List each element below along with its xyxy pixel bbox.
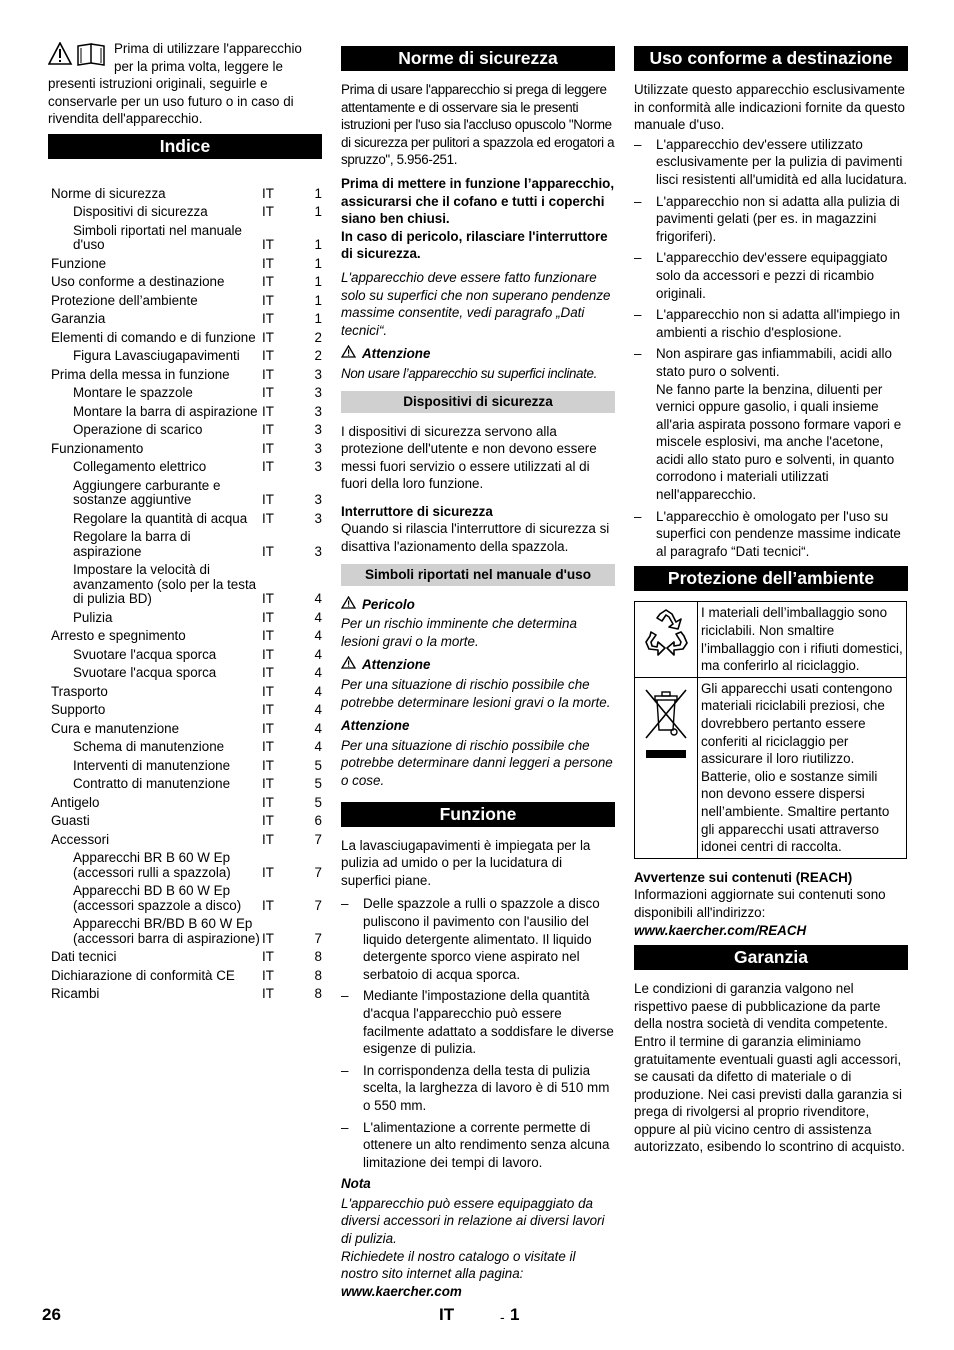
toc-entry-lang: IT [262, 949, 274, 965]
toc-entry[interactable] [51, 648, 322, 663]
warning-label: Attenzione [362, 346, 431, 362]
toc-entry-page: 3 [314, 385, 322, 401]
toc-entry-title: Svuotare l'acqua sporca [73, 666, 217, 681]
attenzione-label: Attenzione [362, 657, 431, 673]
attenzione-heading [341, 656, 615, 674]
toc-entry-page: 4 [314, 739, 322, 755]
warning-text: Non usare l’apparecchio su superfici inclinate. [341, 365, 597, 381]
toc-entry-page: 5 [314, 757, 322, 773]
toc-entry[interactable] [51, 386, 322, 401]
toc-entry-title: Accessori [51, 832, 110, 847]
toc-entry-title: Svuotare l'acqua sporca [73, 647, 217, 662]
toc-entry-page: 4 [314, 702, 322, 718]
toc-entry[interactable] [51, 629, 322, 644]
footer-lang: IT [439, 1305, 455, 1324]
toc-entry-page: 4 [314, 609, 322, 625]
reach-url[interactable]: www.kaercher.com/REACH [634, 922, 807, 938]
toc-entry-title: Impostare la velocità di avanzamento (solo per la testa di pulizia BD) [73, 563, 257, 607]
toc-entry-lang: IT [262, 185, 274, 201]
toc-entry-title: Guasti [51, 814, 90, 829]
nota-text-1: L'apparecchio può essere equipaggiato da diversi accessori in relazione ai diversi lavori di pulizia. [341, 1195, 605, 1247]
toc-entry-lang: IT [262, 403, 274, 419]
toc-entry-lang: IT [262, 385, 274, 401]
list-item: – In corrispondenza della testa di pulizia scelta, la larghezza di lavoro è di 510 mm o 550 mm. [341, 1062, 615, 1115]
toc-entry-page: 8 [314, 967, 322, 983]
toc-entry[interactable] [51, 312, 322, 327]
table-of-contents [48, 187, 322, 1002]
toc-entry-page: 3 [314, 459, 322, 475]
toc-entry-lang: IT [262, 813, 274, 829]
toc-entry[interactable] [51, 611, 322, 626]
toc-entry-page: 2 [314, 329, 322, 345]
toc-entry-page: 3 [314, 422, 322, 438]
list-item: – L'apparecchio non si adatta all'impiego in ambienti a rischio d'esplosione. [634, 306, 908, 341]
toc-entry-lang: IT [262, 348, 274, 364]
norme-bold-2: In caso di pericolo, rilasciare l'interruttore di sicurezza. [341, 228, 608, 262]
interruttore-text: Quando si rilascia l'interruttore di sicurezza si disattiva l'azionamento della spazzola. [341, 521, 610, 555]
toc-entry[interactable] [51, 703, 322, 718]
attenzione-text: Per una situazione di rischio possibile che potrebbe determinare lesioni gravi o la morte. [341, 677, 611, 710]
toc-entry[interactable] [51, 405, 322, 420]
uso-intro: Utilizzate questo apparecchio esclusivamente in conformità alle indicazioni fornite da questo manuale d'uso. [634, 82, 905, 133]
toc-entry-title: Cura e manutenzione [51, 721, 180, 736]
toc-entry-lang: IT [262, 986, 274, 1002]
toc-entry[interactable] [51, 777, 322, 792]
toc-entry-title: Figura Lavasciugapavimenti [73, 349, 240, 364]
toc-entry-lang: IT [262, 665, 274, 681]
section-title-indice: Indice [48, 134, 322, 159]
list-item: – Mediante l'impostazione della quantità d'acqua l'apparecchio può essere facilmente adattato a soddisfare le diverse esigenze di pulizia. [341, 987, 615, 1057]
norme-italic: L'apparecchio deve essere fatto funzionare solo su superfici che non superano pendenze massime consentite, vedi paragrafo „Dati tecnici“. [341, 269, 611, 338]
nota-url[interactable]: www.kaercher.com [341, 1283, 462, 1299]
toc-entry-lang: IT [262, 366, 274, 382]
interruttore-title: Interruttore di sicurezza [341, 503, 493, 519]
toc-entry-title: Funzionamento [51, 441, 144, 456]
toc-entry[interactable] [51, 257, 322, 272]
toc-entry-lang: IT [262, 591, 274, 607]
environment-table [634, 601, 907, 858]
toc-entry-title: Pulizia [73, 610, 113, 625]
toc-entry-lang: IT [262, 510, 274, 526]
toc-entry-title: Apparecchi BR/BD B 60 W Ep (accessori barra di aspirazione) [73, 917, 260, 946]
warning-triangle-icon [341, 656, 356, 674]
warning-heading [341, 345, 615, 363]
toc-entry-lang: IT [262, 628, 274, 644]
column-right [634, 40, 908, 1162]
toc-entry-title: Apparecchi BR B 60 W Ep (accessori rulli a spazzola) [73, 851, 231, 880]
toc-entry-lang: IT [262, 683, 274, 699]
toc-entry-lang: IT [262, 739, 274, 755]
toc-entry[interactable] [51, 969, 322, 984]
toc-entry-page: 1 [314, 311, 322, 327]
toc-entry[interactable] [51, 884, 322, 913]
toc-entry-title: Norme di sicurezza [51, 186, 166, 201]
reach-text: Informazioni aggiornate sui contenuti sono disponibili all'indirizzo: [634, 887, 886, 920]
toc-entry-page: 1 [314, 255, 322, 271]
toc-entry-title: Regolare la quantità di acqua [73, 511, 248, 526]
toc-entry-page: 4 [314, 683, 322, 699]
footer-separator: - [500, 1309, 505, 1325]
toc-entry-lang: IT [262, 543, 274, 559]
toc-entry-page: 3 [314, 440, 322, 456]
toc-entry-page: 4 [314, 591, 322, 607]
footer-subpage: 1 [510, 1305, 520, 1324]
list-item-text: Non aspirare gas infiammabili, acidi allo stato puro o solventi. [656, 346, 892, 379]
toc-entry-title: Dati tecnici [51, 950, 117, 965]
toc-entry-page: 4 [314, 720, 322, 736]
toc-entry-lang: IT [262, 459, 274, 475]
toc-entry-page: 7 [314, 930, 322, 946]
toc-entry-title: Uso conforme a destinazione [51, 275, 225, 290]
toc-entry[interactable] [51, 294, 322, 309]
toc-entry-page: 4 [314, 665, 322, 681]
toc-entry-title: Prima della messa in funzione [51, 367, 230, 382]
toc-entry-title: Apparecchi BD B 60 W Ep (accessori spazzole a disco) [73, 884, 242, 913]
dispositivi-text: I dispositivi di sicurezza servono alla protezione dell'utente e non devono essere messi fuori servizio o essere utilizzati al di fuori della loro funzione. [341, 423, 597, 492]
toc-entry-lang: IT [262, 646, 274, 662]
toc-entry-title: Aggiungere carburante e sostanze aggiuntive [73, 478, 221, 508]
toc-entry-page: 1 [314, 237, 322, 253]
toc-entry-lang: IT [262, 274, 274, 290]
norme-paragraph: Prima di usare l'apparecchio si prega di leggere attentamente e di osservare sia le presenti istruzioni per l'uso sia l'accluso opuscolo "Norme di sicurezza per pulitori a spazzola ed erogatori a spruzzo", 5.956-251. [341, 82, 615, 168]
toc-entry-title: Regolare la barra di aspirazione [73, 530, 191, 559]
toc-entry[interactable] [51, 205, 322, 220]
garanzia-text: Le condizioni di garanzia valgono nel rispettivo paese di pubblicazione da parte della nostra società di vendita competente. Entro il termine di garanzia eliminiamo gratuitamente eventuali guasti agli accessori, se causati da difetto di materiale o di produzione. Nei casi previsti dalla garanzia si prega di rivolgersi al proprio rivenditore, oppure al più vicino centro di assistenza autorizzato, esibendo lo scontrino di acquisto. [634, 981, 905, 1155]
section-title-norme: Norme di sicurezza [341, 46, 615, 71]
nota-title: Nota [341, 1176, 371, 1192]
norme-bold-1: Prima di mettere in funzione l’apparecchio, assicurarsi che il cofano e tutti i coperchi siano ben chiusi. [341, 175, 615, 227]
toc-entry[interactable] [51, 423, 322, 438]
list-item: – L'apparecchio dev'essere equipaggiato solo da accessori e pezzi di ricambio originali. [634, 249, 908, 302]
toc-entry[interactable] [51, 740, 322, 755]
toc-entry[interactable] [51, 187, 322, 202]
toc-entry-title: Funzione [51, 256, 107, 271]
toc-entry-title: Arresto e spegnimento [51, 629, 186, 644]
toc-entry-lang: IT [262, 930, 274, 946]
warning-triangle-icon [341, 345, 356, 363]
toc-entry-lang: IT [262, 794, 274, 810]
toc-entry-title: Supporto [51, 703, 106, 718]
toc-entry-lang: IT [262, 864, 274, 880]
toc-entry-lang: IT [262, 967, 274, 983]
attenzione2-text: Per una situazione di rischio possibile che potrebbe determinare danni leggeri a persone o cose. [341, 737, 613, 788]
toc-entry-page: 1 [314, 292, 322, 308]
toc-entry[interactable] [51, 722, 322, 737]
toc-entry[interactable] [51, 331, 322, 346]
toc-entry[interactable] [51, 814, 322, 829]
toc-entry[interactable] [51, 685, 322, 700]
toc-entry[interactable] [51, 759, 322, 774]
column-left [48, 40, 322, 1006]
toc-entry-title: Dispositivi di sicurezza [73, 205, 208, 220]
toc-entry[interactable] [51, 987, 322, 1002]
toc-entry-page: 7 [314, 831, 322, 847]
environment-text-1: I materiali dell’imballaggio sono riciclabili. Non smaltire l’imballaggio con i rifiuti domestici, ma conferirlo al riciclaggio. [698, 602, 907, 677]
toc-entry-title: Collegamento elettrico [73, 460, 207, 475]
toc-entry-lang: IT [262, 757, 274, 773]
toc-entry-title: Montare la barra di aspirazione [73, 404, 258, 419]
toc-entry-title: Simboli riportati nel manuale d'uso [73, 223, 242, 253]
toc-entry-title: Montare le spazzole [73, 386, 193, 401]
toc-entry-title: Garanzia [51, 312, 106, 327]
toc-entry-page: 3 [314, 543, 322, 559]
toc-entry-lang: IT [262, 204, 274, 220]
toc-entry-page: 6 [314, 813, 322, 829]
toc-entry-lang: IT [262, 440, 274, 456]
toc-entry-lang: IT [262, 897, 274, 913]
toc-entry-lang: IT [262, 237, 274, 253]
recycle-icon [635, 602, 698, 677]
toc-entry-page: 5 [314, 776, 322, 792]
toc-entry-page: 8 [314, 986, 322, 1002]
toc-entry[interactable] [51, 917, 322, 946]
toc-entry-page: 3 [314, 492, 322, 508]
subsection-dispositivi: Dispositivi di sicurezza [341, 391, 615, 413]
toc-entry-page: 7 [314, 864, 322, 880]
toc-entry[interactable] [51, 275, 322, 290]
toc-entry-page: 8 [314, 949, 322, 965]
toc-entry-title: Antigelo [51, 795, 100, 810]
toc-entry[interactable] [51, 950, 322, 965]
list-item: – L'apparecchio non si adatta alla pulizia di pavimenti gelati (per es. in magazzini frigoriferi). [634, 193, 908, 246]
toc-entry-page: 1 [314, 204, 322, 220]
toc-entry[interactable] [51, 833, 322, 848]
toc-entry-lang: IT [262, 292, 274, 308]
warning-triangle-icon [341, 596, 356, 614]
toc-entry-lang: IT [262, 492, 274, 508]
list-item: – Delle spazzole a rulli o spazzole a disco puliscono il pavimento con l'ausilio del liquido detergente alimentato. Il liquido detergente sporco viene aspirato nel serbatoio di acqua sporca. [341, 895, 615, 983]
toc-entry-lang: IT [262, 255, 274, 271]
toc-entry-title: Operazione di scarico [73, 423, 203, 438]
toc-entry[interactable] [51, 851, 322, 880]
toc-entry-page: 5 [314, 794, 322, 810]
toc-entry-page: 1 [314, 185, 322, 201]
toc-entry[interactable] [51, 460, 322, 475]
list-item: – L'apparecchio è omologato per l'uso su superfici con pendenze massime indicate al paragrafo “Dati tecnici“. [634, 508, 908, 561]
section-title-uso: Uso conforme a destinazione [634, 46, 908, 71]
toc-entry-title: Elementi di comando e di funzione [51, 330, 256, 345]
toc-entry-title: Dichiarazione di conformità CE [51, 968, 235, 983]
intro-block [48, 40, 322, 128]
funzione-list [341, 895, 615, 1171]
reach-title: Avvertenze sui contenuti (REACH) [634, 869, 853, 885]
section-title-ambiente: Protezione dell’ambiente [634, 566, 908, 591]
uso-list [634, 136, 908, 561]
toc-entry[interactable] [51, 349, 322, 364]
attenzione2-heading [341, 717, 615, 735]
toc-entry[interactable] [51, 368, 322, 383]
intro-text: Prima di utilizzare l'apparecchio per la prima volta, leggere le presenti istruzioni originali, seguirle e conservarle per un uso futuro o in caso di rivendita dell'apparecchio. [48, 41, 302, 127]
toc-entry-page: 4 [314, 646, 322, 662]
crossed-bin-icon [635, 677, 698, 858]
list-item: – L'alimentazione a corrente permette di ottenere un alto rendimento senza alcuna limitazione dei tempi di lavoro. [341, 1119, 615, 1172]
attenzione2-label: Attenzione [341, 718, 410, 734]
toc-entry-page: 3 [314, 510, 322, 526]
section-title-funzione: Funzione [341, 802, 615, 827]
toc-entry-page: 3 [314, 366, 322, 382]
toc-entry-lang: IT [262, 311, 274, 327]
subsection-simboli: Simboli riportati nel manuale d'uso [341, 564, 615, 586]
toc-entry-lang: IT [262, 422, 274, 438]
toc-entry[interactable] [51, 530, 322, 559]
toc-entry-title: Interventi di manutenzione [73, 758, 231, 773]
toc-entry[interactable] [51, 512, 322, 527]
pericolo-text: Per un rischio imminente che determina lesioni gravi o la morte. [341, 616, 577, 649]
pericolo-heading [341, 596, 615, 614]
toc-entry-lang: IT [262, 329, 274, 345]
toc-entry-title: Contratto di manutenzione [73, 777, 231, 792]
warning-book-icon [48, 42, 108, 71]
toc-entry-lang: IT [262, 609, 274, 625]
toc-entry-page: 7 [314, 897, 322, 913]
page-number: 26 [42, 1305, 61, 1324]
toc-entry[interactable] [51, 442, 322, 457]
toc-entry-page: 1 [314, 274, 322, 290]
environment-text-2: Gli apparecchi usati contengono materiali riciclabili preziosi, che dovrebbero pertanto essere conferiti al riciclaggio per assicurare il loro riutilizzo. Batterie, olio e sostanze simili non devono essere dispersi nell’ambiente. Smaltire pertanto gli apparecchi usati attraverso idonei centri di raccolta. [698, 677, 907, 858]
section-title-garanzia: Garanzia [634, 945, 908, 970]
toc-entry-lang: IT [262, 831, 274, 847]
toc-entry[interactable] [51, 796, 322, 811]
toc-entry-page: 2 [314, 348, 322, 364]
toc-entry-lang: IT [262, 776, 274, 792]
toc-entry-title: Schema di manutenzione [73, 740, 225, 755]
toc-entry-title: Protezione dell’ambiente [51, 293, 198, 308]
list-item [634, 345, 908, 503]
toc-entry[interactable] [51, 666, 322, 681]
pericolo-label: Pericolo [362, 596, 415, 612]
toc-entry[interactable] [51, 563, 322, 607]
funzione-intro: La lavasciugapavimenti è impiegata per la pulizia ad umido o per la lucidatura di superfici piane. [341, 837, 591, 888]
column-middle [341, 40, 615, 1306]
nota-text-2: Richiedete il nostro catalogo o visitate il nostro sito internet alla pagina: [341, 1248, 576, 1282]
toc-entry-title: Ricambi [51, 987, 100, 1002]
toc-entry-page: 4 [314, 628, 322, 644]
toc-entry-lang: IT [262, 702, 274, 718]
list-item-extra: Ne fanno parte la benzina, diluenti per vernici oppure gasolio, i quali insieme all'aria aspirata possono formare vapori e miscele esplosivi, ma anche l'acetone, acidi allo stato puro e solventi, in quanto corrodono i materiali utilizzati nell'apparecchio. [656, 381, 902, 503]
toc-entry-lang: IT [262, 720, 274, 736]
list-item: – L'apparecchio dev'essere utilizzato esclusivamente per la pulizia di pavimenti lisci resistenti all'umidità ed alla lucidatura. [634, 136, 908, 189]
toc-entry-page: 3 [314, 403, 322, 419]
toc-entry[interactable] [51, 224, 322, 253]
toc-entry-title: Trasporto [51, 684, 108, 699]
toc-entry[interactable] [51, 479, 322, 508]
